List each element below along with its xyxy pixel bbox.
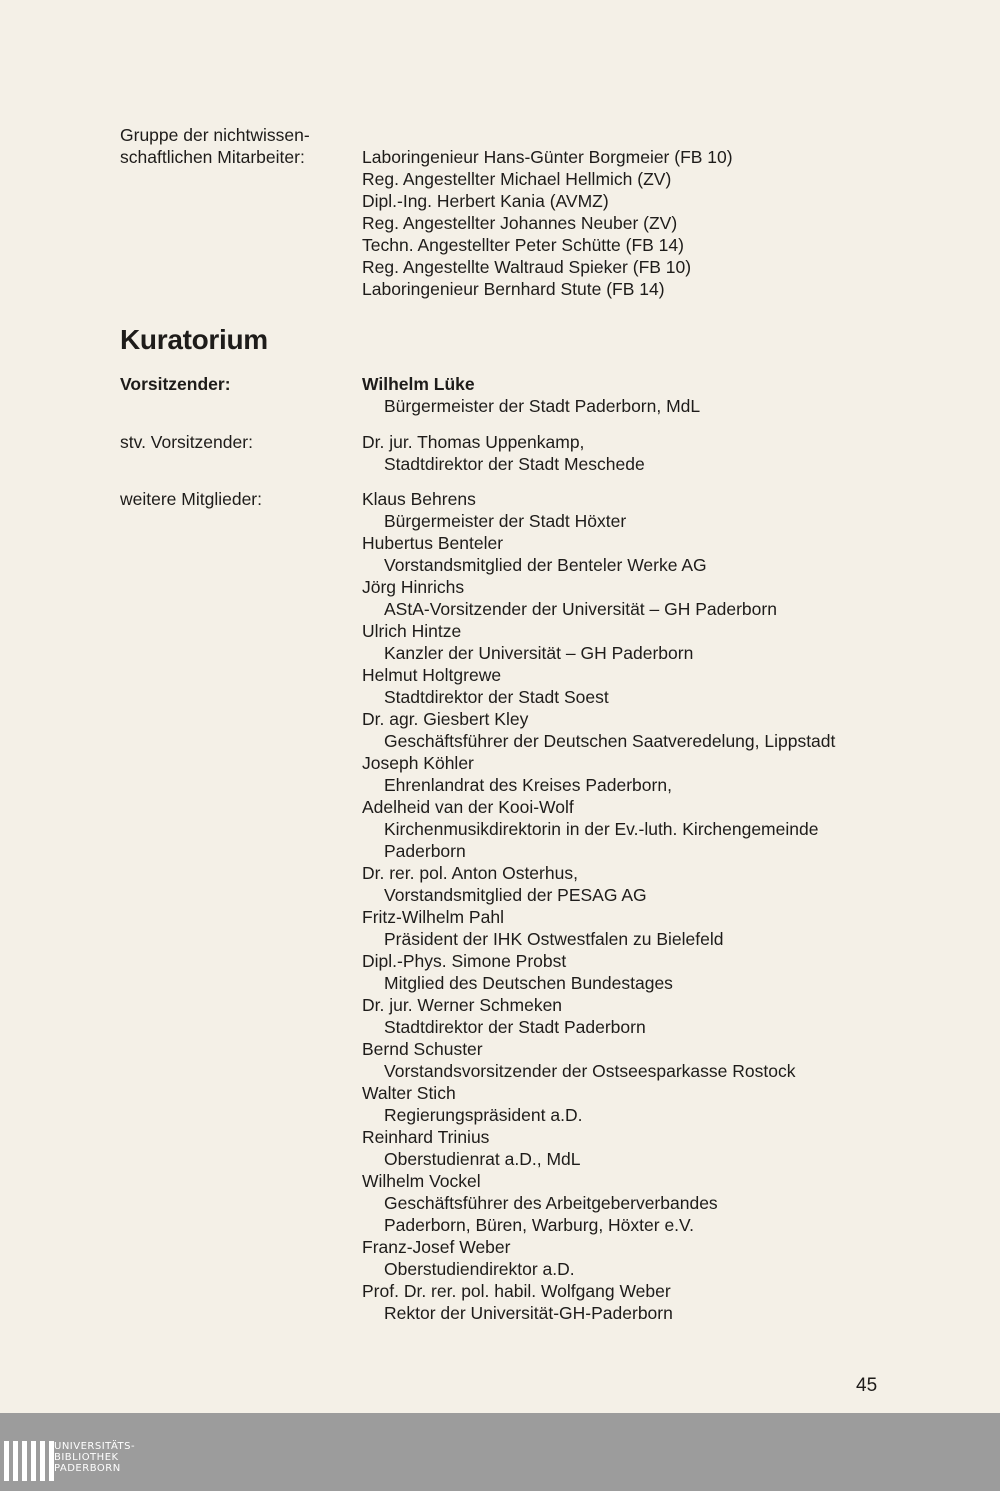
member-name: Franz-Josef Weber xyxy=(362,1237,511,1257)
member-role: Vorstandsvorsitzender der Ostseesparkasse Rostock xyxy=(384,1061,796,1081)
logo-line: BIBLIOTHEK xyxy=(54,1452,119,1463)
staff-member: Reg. Angestellte Waltraud Spieker (FB 10) xyxy=(362,257,692,277)
staff-member: Laboringenieur Bernhard Stute (FB 14) xyxy=(362,279,665,299)
member-entry xyxy=(362,906,835,950)
member-role: Vorstandsmitglied der Benteler Werke AG xyxy=(384,555,707,575)
member-role: Mitglied des Deutschen Bundestages xyxy=(384,973,673,993)
member-name: Prof. Dr. rer. pol. habil. Wolfgang Weber xyxy=(362,1281,671,1301)
page-number: 45 xyxy=(856,1375,878,1396)
staff-member-list xyxy=(362,146,733,300)
member-name: Dr. jur. Werner Schmeken xyxy=(362,995,563,1015)
member-name: Wilhelm Vockel xyxy=(362,1171,481,1191)
member-role: Paderborn xyxy=(384,841,466,861)
member-role: Geschäftsführer der Deutschen Saatveredelung, Lippstadt xyxy=(384,731,836,751)
staff-member: Techn. Angestellter Peter Schütte (FB 14) xyxy=(362,235,684,255)
member-name: Hubertus Benteler xyxy=(362,533,504,553)
member-role: Regierungspräsident a.D. xyxy=(384,1105,583,1125)
member-entry xyxy=(362,532,835,576)
member-entry xyxy=(362,994,835,1038)
member-entry xyxy=(362,664,835,708)
member-entry xyxy=(362,708,835,752)
logo-line: PADERBORN xyxy=(54,1463,121,1474)
vice-chair-name: Dr. jur. Thomas Uppenkamp, xyxy=(362,432,585,452)
staff-group-label-line2: schaftlichen Mitarbeiter: xyxy=(120,147,305,167)
member-entry xyxy=(362,752,835,796)
member-name: Jörg Hinrichs xyxy=(362,577,465,597)
member-name: Dr. agr. Giesbert Kley xyxy=(362,709,529,729)
member-name: Dr. rer. pol. Anton Osterhus, xyxy=(362,863,578,883)
member-role: Kanzler der Universität – GH Paderborn xyxy=(384,643,694,663)
library-logo-text xyxy=(54,1441,135,1474)
member-entry xyxy=(362,576,835,620)
member-role: Stadtdirektor der Stadt Soest xyxy=(384,687,609,707)
staff-group-label-line1: Gruppe der nichtwissen- xyxy=(120,125,310,145)
member-role: Ehrenlandrat des Kreises Paderborn, xyxy=(384,775,672,795)
member-role: Oberstudienrat a.D., MdL xyxy=(384,1149,581,1169)
member-entry xyxy=(362,1082,835,1126)
member-entry xyxy=(362,950,835,994)
member-name: Helmut Holtgrewe xyxy=(362,665,502,685)
staff-member: Reg. Angestellter Michael Hellmich (ZV) xyxy=(362,169,672,189)
member-entry xyxy=(362,796,835,862)
member-role: Bürgermeister der Stadt Höxter xyxy=(384,511,627,531)
logo-line: UNIVERSITÄTS- xyxy=(54,1441,136,1452)
member-role: Rektor der Universität-GH-Paderborn xyxy=(384,1303,673,1323)
staff-member: Laboringenieur Hans-Günter Borgmeier (FB 10) xyxy=(362,147,733,167)
chair-name: Wilhelm Lüke xyxy=(362,374,475,394)
chair-label: Vorsitzender: xyxy=(120,374,231,394)
member-entry xyxy=(362,1170,835,1236)
member-name: Bernd Schuster xyxy=(362,1039,483,1059)
library-footer xyxy=(0,1413,1000,1491)
member-name: Klaus Behrens xyxy=(362,489,476,509)
member-role: Geschäftsführer des Arbeitgeberverbandes xyxy=(384,1193,718,1213)
member-role: Vorstandsmitglied der PESAG AG xyxy=(384,885,647,905)
member-name: Reinhard Trinius xyxy=(362,1127,490,1147)
member-entry xyxy=(362,620,835,664)
members-label: weitere Mitglieder: xyxy=(120,489,262,509)
staff-member: Dipl.-Ing. Herbert Kania (AVMZ) xyxy=(362,191,609,211)
member-name: Walter Stich xyxy=(362,1083,456,1103)
member-entry xyxy=(362,862,835,906)
member-role: Paderborn, Büren, Warburg, Höxter e.V. xyxy=(384,1215,694,1235)
member-entry xyxy=(362,1236,835,1280)
vice-chair-role: Stadtdirektor der Stadt Meschede xyxy=(384,454,645,474)
library-logo-icon xyxy=(4,1441,54,1481)
member-name: Dipl.-Phys. Simone Probst xyxy=(362,951,567,971)
kuratorium-member-list xyxy=(362,488,835,1324)
member-name: Joseph Köhler xyxy=(362,753,474,773)
member-role: Präsident der IHK Ostwestfalen zu Bielefeld xyxy=(384,929,724,949)
member-entry xyxy=(362,1280,835,1324)
member-name: Ulrich Hintze xyxy=(362,621,462,641)
member-role: Kirchenmusikdirektorin in der Ev.-luth. Kirchengemeinde xyxy=(384,819,819,839)
section-heading-kuratorium: Kuratorium xyxy=(120,324,268,355)
member-role: Oberstudiendirektor a.D. xyxy=(384,1259,575,1279)
vice-chair-label: stv. Vorsitzender: xyxy=(120,432,253,452)
member-name: Adelheid van der Kooi-Wolf xyxy=(362,797,574,817)
member-entry xyxy=(362,488,835,532)
member-entry xyxy=(362,1038,835,1082)
member-name: Fritz-Wilhelm Pahl xyxy=(362,907,504,927)
chair-role: Bürgermeister der Stadt Paderborn, MdL xyxy=(384,396,701,416)
member-role: AStA-Vorsitzender der Universität – GH Paderborn xyxy=(384,599,777,619)
member-role: Stadtdirektor der Stadt Paderborn xyxy=(384,1017,646,1037)
member-entry xyxy=(362,1126,835,1170)
staff-member: Reg. Angestellter Johannes Neuber (ZV) xyxy=(362,213,678,233)
